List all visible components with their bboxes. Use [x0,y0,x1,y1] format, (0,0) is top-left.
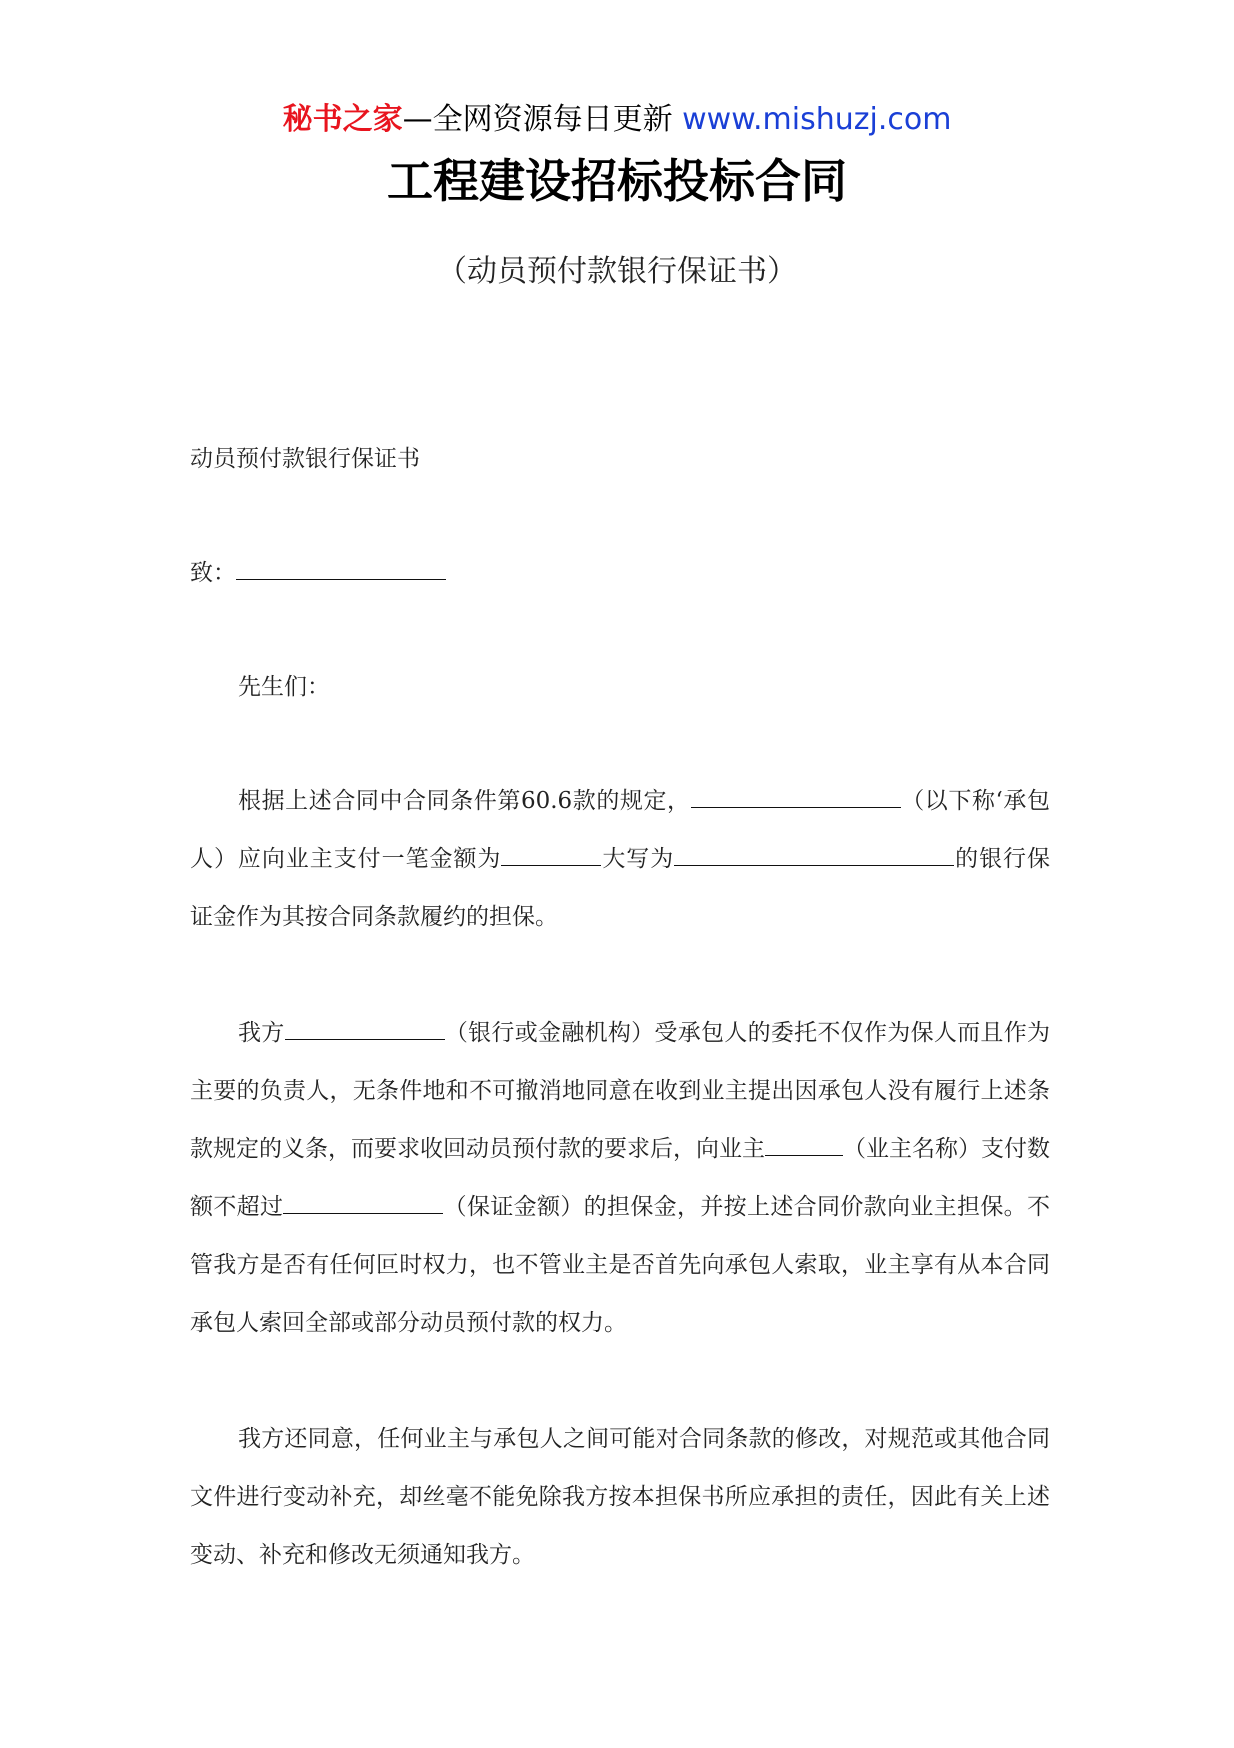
section-heading: 动员预付款银行保证书 [190,446,420,472]
paragraph-2: 我方 （银行或金融机构）受承包人的委托不仅作为保人而且作为主要的负责人，无条件地和不可撤消地同意在收到业主提出因承包人没有履行上述条款规定的义条，而要求收回动员预付款的要求后，向业主 （业主名称）支付数额不超过 （保证金额）的担保金，并按上述合同价款向业主担保。不管我方是否有任何叵时权力，也不管业主是否首先向承包人索取，业主享有从本合同承包人索回全部或部分动员预付款的权力。 [190,1020,1051,1336]
guarantee-amount-blank [283,1193,443,1214]
contractor-blank [691,787,901,808]
document-title: 工程建设招标投标合同 [387,154,847,208]
bank-blank [285,1019,445,1040]
brand-name: 秘书之家 [282,102,403,137]
recipient-blank [236,559,446,580]
amount-words-blank [674,845,954,866]
header-slogan: —全网资源每日更新 [402,102,673,137]
recipient-line [190,544,1050,602]
amount-blank [501,845,601,866]
document-subtitle: （动员预付款银行保证书） [437,254,797,289]
site-header [0,100,1234,140]
paragraph-1: 根据上述合同中合同条件第60.6款的规定， （以下称‘承包人）应向业主支付一笔金额为 大写为 的银行保证金作为其按合同条款履约的担保。 [190,788,1051,930]
paragraph-3: 我方还同意，任何业主与承包人之间可能对合同条款的修改，对规范或其他合同文件进行变动补充，却丝毫不能免除我方按本担保书所应承担的责任，因此有关上述变动、补充和修改无须通知我方。 [190,1426,1050,1568]
to-label: 致： [190,560,236,586]
website-url: www.mishuzj.com [682,102,952,137]
salutation: 先生们： [238,674,330,700]
owner-blank [765,1135,843,1156]
